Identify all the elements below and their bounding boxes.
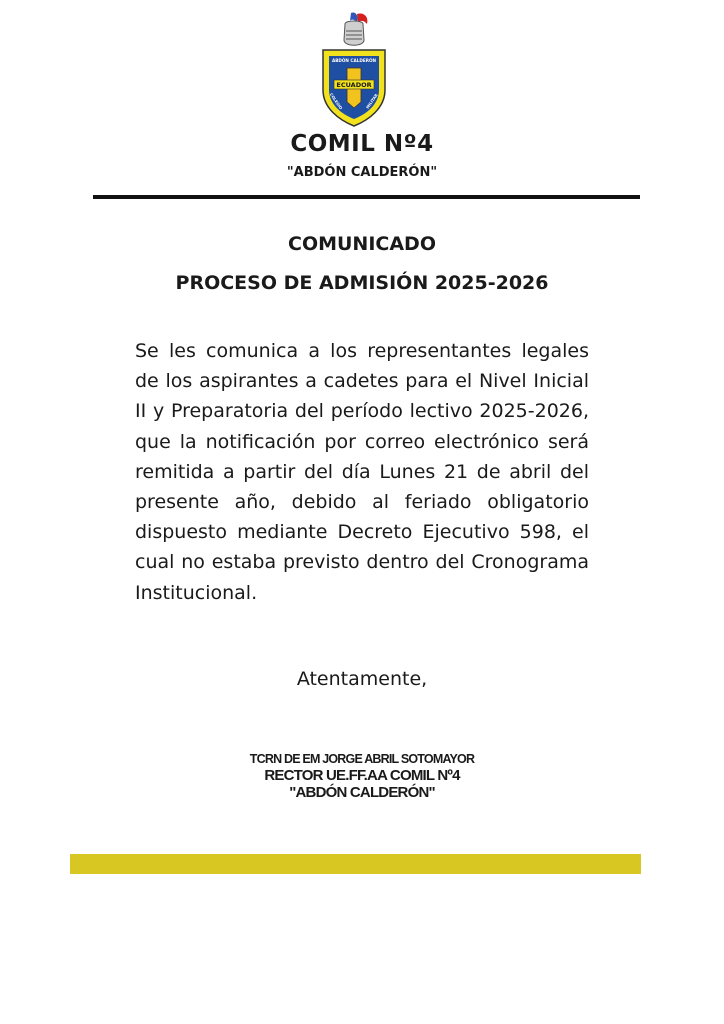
- document-title: COMUNICADO: [288, 233, 436, 255]
- crest-right-text: MILITAR: [364, 92, 379, 110]
- signature-title: RECTOR UE.FF.AA COMIL Nº4: [264, 767, 460, 784]
- header-divider: [93, 195, 640, 199]
- crest-left-text: COLEGIO: [328, 92, 344, 111]
- crest-helmet: [344, 21, 364, 45]
- crest-top-text: ABDÓN CALDERÓN: [331, 58, 377, 63]
- signature-block: [0, 751, 724, 801]
- school-name: COMIL Nº4: [290, 131, 434, 157]
- document-subtitle: PROCESO DE ADMISIÓN 2025-2026: [175, 272, 549, 294]
- crest-country-text: ECUADOR: [336, 81, 372, 89]
- school-crest-logo: [317, 10, 391, 128]
- signature-institution: "ABDÓN CALDERÓN": [289, 784, 435, 801]
- closing-salutation: Atentamente,: [296, 668, 428, 690]
- footer-color-bar: [70, 854, 641, 874]
- signature-name: TCRN DE EM JORGE ABRIL SOTOMAYOR: [249, 752, 475, 766]
- document-body: Se les comunica a los representantes legales de los aspirantes a cadetes para el Nivel Inicial II y Preparatoria del período lectivo 2025-2026, que la notificación por correo electrónico será remitida a partir del día Lunes 21 de abril del presente año, debido al feriado obligatorio dispuesto mediante Decreto Ejecutivo 598, el cual no estaba previsto dentro del Cronograma Institucional.: [135, 340, 589, 604]
- school-subtitle: "ABDÓN CALDERÓN": [286, 165, 438, 180]
